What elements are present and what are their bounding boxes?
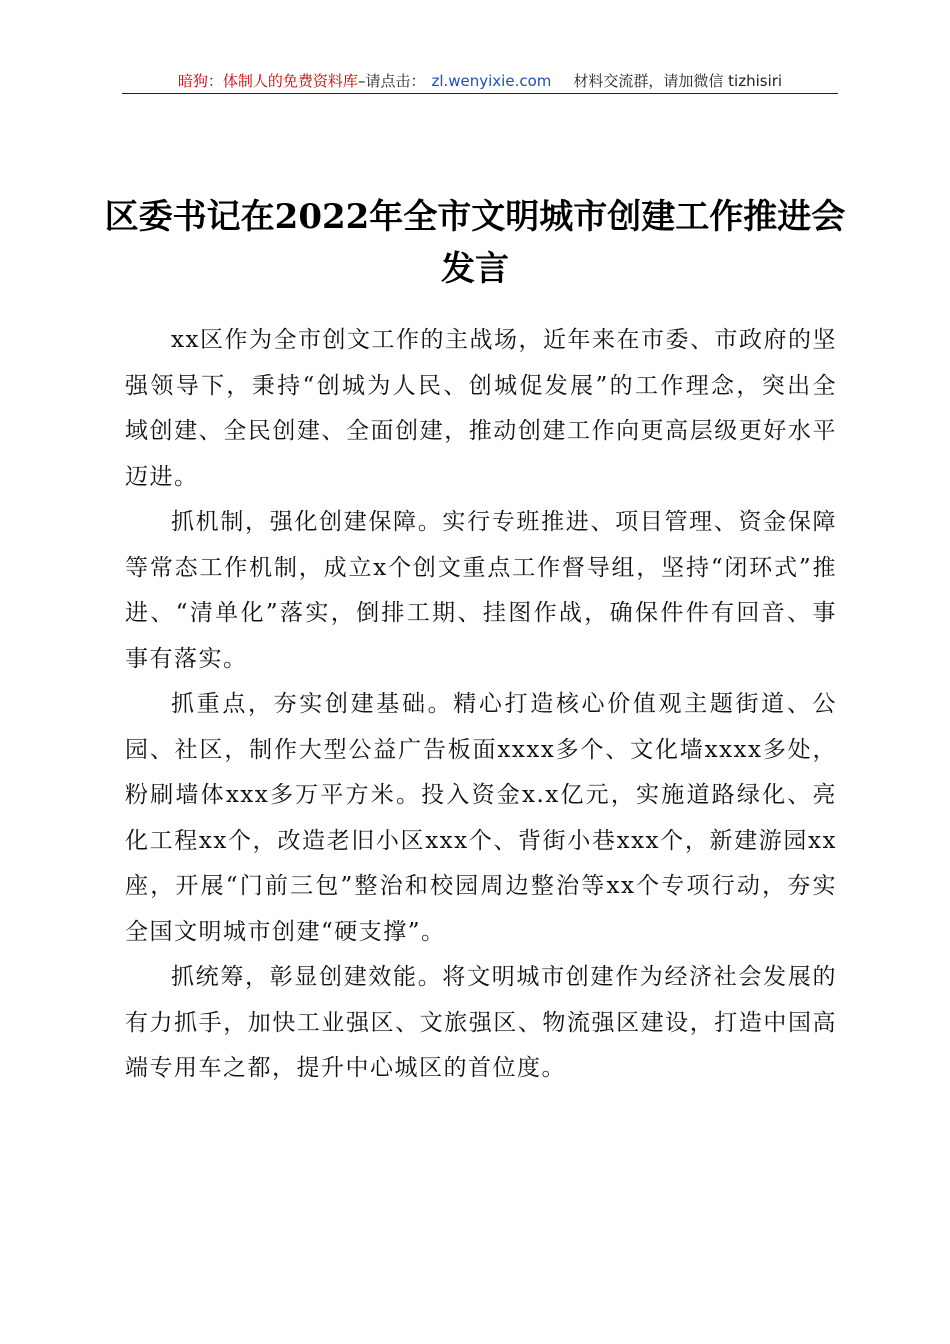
header-divider bbox=[122, 93, 838, 94]
document-body bbox=[125, 318, 837, 1092]
paragraph-intro: xx区作为全市创文工作的主战场，近年来在市委、市政府的坚强领导下，秉持“创城为人民、创城促发展”的工作理念，突出全域创建、全民创建、全面创建，推动创建工作向更高层级更好水平迈进。 bbox=[125, 327, 837, 490]
paragraph-coordination: 抓统筹，彰显创建效能。将文明城市创建作为经济社会发展的有力抓手，加快工业强区、文旅强区、物流强区建设，打造中国高端专用车之都，提升中心城区的首位度。 bbox=[125, 964, 837, 1081]
page-header bbox=[122, 70, 838, 92]
paragraph-focus: 抓重点，夯实创建基础。精心打造核心价值观主题街道、公园、社区，制作大型公益广告板面xxxx多个、文化墙xxxx多处，粉刷墙体xxx多万平方米。投入资金x.x亿元，实施道路绿化、亮化工程xx个，改造老旧小区xxx个、背街小巷xxx个，新建游园xx座，开展“门前三包”整治和校园周边整治等xx个专项行动，夯实全国文明城市创建“硬支撑”。 bbox=[125, 691, 837, 945]
document-title: 区委书记在2022年全市文明城市创建工作推进会发言 bbox=[104, 196, 846, 289]
header-link[interactable]: zl.wenyixie.com bbox=[431, 72, 552, 90]
header-contact: 材料交流群，请加微信 tizhisiri bbox=[573, 72, 783, 90]
header-brand: 暗狗：体制人的免费资料库 bbox=[177, 72, 358, 90]
header-prompt: –请点击： bbox=[357, 72, 426, 90]
paragraph-mechanism: 抓机制，强化创建保障。实行专班推进、项目管理、资金保障等常态工作机制，成立x个创文重点工作督导组，坚持“闭环式”推进、“清单化”落实，倒排工期、挂图作战，确保件件有回音、事事有落实。 bbox=[125, 509, 837, 672]
